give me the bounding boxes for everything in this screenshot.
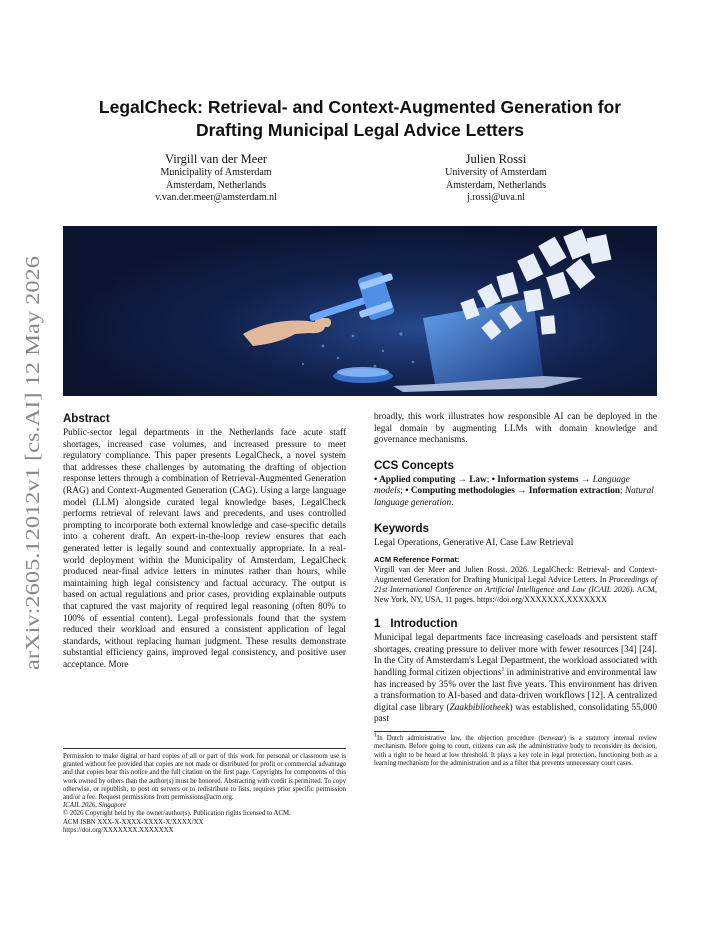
doi-line: https://doi.org/XXXXXXX.XXXXXXX — [63, 826, 174, 834]
keywords-heading: Keywords — [374, 522, 429, 535]
author-name: Julien Rossi — [465, 152, 527, 166]
introduction-section — [374, 617, 657, 726]
keywords-section — [374, 522, 657, 550]
copyright-line: © 2026 Copyright held by the owner/author(s). Publication rights licensed to ACM. — [63, 810, 291, 818]
introduction-text: Municipal legal departments face increasing caseloads and persistent staff shortages, creating pressure to deliver more with fewer resources [34] [24]. In the City of Amsterdam's Legal Department, the workload associated with handling formal citizen objections$^1$ in administrative and environmental law has increased by 35% over the last five years. This environment has driven a transformation to AI-based and data-driven workflows [12]. A centralized digital case library (Zaakbibliotheek) was established, consolidating 55,000 past — [374, 633, 657, 725]
section-number: 1 — [374, 618, 381, 631]
author-location: Amsterdam, Netherlands — [166, 179, 266, 191]
ccs-item-2-sub: Language models — [374, 474, 630, 497]
introduction-heading — [374, 617, 657, 631]
author-2 — [376, 152, 616, 205]
arxiv-stamp-text: arXiv:2605.12012v1 [cs.AI] 12 May 2026 — [22, 331, 44, 670]
ccs-item-3: • Computing methodologies → Information extraction — [405, 486, 621, 497]
title-line-2: Drafting Municipal Legal Advice Letters — [195, 120, 525, 140]
footnote-rule — [374, 731, 444, 732]
keywords-text: Legal Operations, Generative AI, Case Law Retrieval — [374, 537, 574, 548]
paper-title — [60, 96, 660, 142]
ccs-item-2: • Information systems — [491, 474, 579, 485]
acm-reference-heading: ACM Reference Format: — [374, 555, 460, 565]
author-email: v.van.der.meer@amsterdam.nl — [155, 192, 277, 203]
left-column — [63, 412, 346, 671]
ccs-heading: CCS Concepts — [374, 459, 454, 472]
right-column — [374, 412, 657, 769]
isbn-line: ACM ISBN XXX-X-XXXX-XXXX-X/XXXX/XX — [63, 818, 204, 826]
footnote-marker: 1 — [501, 666, 505, 673]
permission-text: Permission to make digital or hard copies of all or part of this work for personal or classroom use is granted without fee provided that copies are not made or distributed for profit or commercial advantage and that copies bear this notice and the full citation on the first page. Copyrights for components of this work owned by others than the author(s) must be honored. Abstracting with credit is permitted. To copy otherwise, or republish, to post on servers or to redistribute to lists, requires prior specific permission and/or a fee. Request permissions from permissions@acm.org. — [63, 753, 346, 802]
arxiv-identifier — [14, 252, 48, 672]
abstract-heading: Abstract — [63, 413, 110, 425]
title-line-1: LegalCheck: Retrieval- and Context-Augmented Generation for — [98, 97, 622, 117]
teaser-image — [63, 226, 657, 396]
author-affiliation: Municipality of Amsterdam — [160, 167, 272, 178]
acm-reference-venue: Proceedings of 21st International Conference on Artificial Intelligence and Law (ICAIL 2026). — [374, 575, 657, 595]
author-location: Amsterdam, Netherlands — [446, 179, 546, 191]
ccs-concepts-section — [374, 459, 657, 510]
abstract-text: Public-sector legal departments in the Netherlands face acute staff shortages, increased case volumes, and increased pressure to meet regulatory compliance. This paper presents LegalCheck, a novel system that addresses these challenges by automating the drafting of objection response letters through a combination of Retrieval-Augmented Generation (RAG) and Context-Augmented Generation (CAG). Using a large language model (LLM) alongside curated legal knowledge bases, LegalCheck performs retrieval of relevant laws and precedents, and uses controlled prompting to incorporate both external knowledge and case-specific details into a coherent draft. An expert-in-the-loop review ensures that each generated letter is legally sound and contextually appropriate. In a real-world deployment within the Municipality of Amsterdam, LegalCheck produced near-final advice letters in minutes rather than hours, while maintaining high legal consistency and factual accuracy. The output is based on actual regulations and prior cases, providing explainable outputs that captured the vast majority of required legal reasoning (often 80% to 100% of essential content). Legal professionals found that the system reduced their workload and ensured a consistent application of legal standards, without replacing human judgment. These results demonstrate substantial efficiency gains, improved legal consistency, and positive user acceptance. More — [63, 428, 346, 670]
author-block — [60, 152, 660, 212]
ccs-item-3-sub: Natural language generation — [374, 486, 654, 508]
author-name: Virgill van der Meer — [164, 152, 268, 166]
author-email: j.rossi@uva.nl — [466, 192, 526, 203]
footnote-text: $^1$In Dutch administrative law, the objection procedure (bezwaar) is a statutory internal review mechanism. Before going to court, citizens can ask the administrative body to reconsider its decision, with a right to be heard at low threshold. It plays a key role in legal protection, functioning both as a learning mechanism for the administration and as a filter that prevents unnecessary court cases. — [374, 732, 657, 768]
acm-reference-text: Virgill van der Meer and Julien Rossi. 2026. LegalCheck: Retrieval- and Context-Augmented Generation for Drafting Municipal Legal Advice Letters. In Proceedings of 21st International Conference on Artificial Intelligence and Law (ICAIL 2026). ACM, New York, NY, USA, 11 pages. https://doi.org/XXXXXXX.XXXXXXX — [374, 565, 657, 605]
ccs-text: • Applied computing → Law; • Information systems → Language models; • Computing methodologies → Information extraction; Natural language generation. — [374, 474, 654, 508]
ccs-item-1: • Applied computing → Law — [374, 474, 487, 485]
abstract-continued: broadly, this work illustrates how responsible AI can be deployed in the legal domain by augmenting LLMs with domain knowledge and governance mechanisms. — [374, 412, 657, 446]
author-1 — [96, 152, 336, 205]
author-affiliation: University of Amsterdam — [445, 167, 547, 178]
permission-rule — [63, 748, 346, 749]
permission-block — [63, 748, 346, 835]
acm-reference-section — [374, 555, 657, 605]
section-title: Introduction — [390, 618, 458, 631]
conference-name: ICAIL 2026, Singapore — [63, 802, 127, 810]
